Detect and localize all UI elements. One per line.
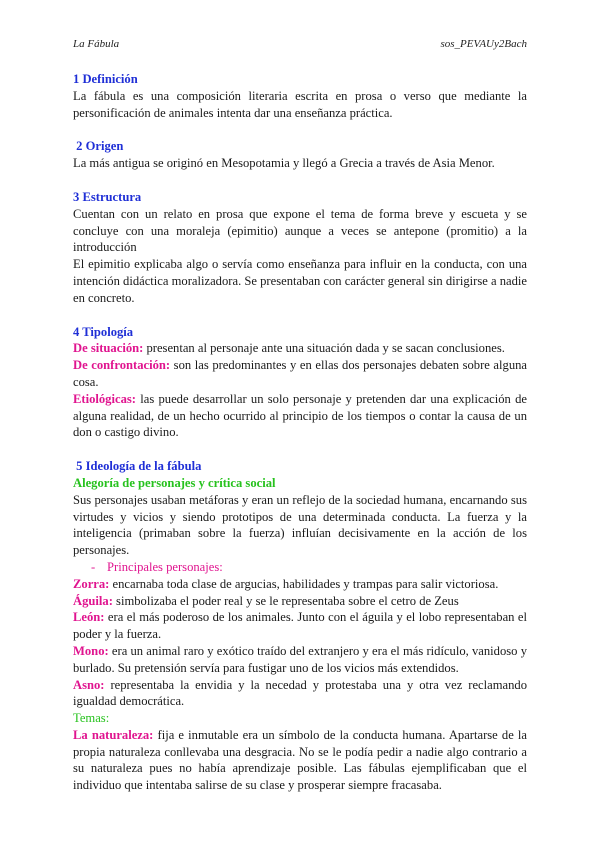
tipologia-situacion-text: presentan al personaje ante una situación dada y se sacan conclusiones. [143,341,505,356]
personaje-aguila [73,593,527,610]
personaje-asno [73,677,527,711]
tipologia-etiologicas [73,391,527,441]
section-origen-text: La más antigua se originó en Mesopotamia y llegó a Grecia a través de Asia Menor. [73,156,495,171]
personaje-asno-label: Asno: [73,677,105,692]
header-code: sos_PEVAUy2Bach [440,38,527,50]
tema-naturaleza-text: fija e inmutable era un símbolo de la conducta humana. Apartarse de la propia naturaleza conllevaba una desgracia. No se le podía pedir a nadie algo contrario a su naturaleza pues no había aprendizaje posible. Las fábulas ejemplificaban que el individuo que intentaba salirse de su clase y prosperar siempre fracasaba. [73,727,528,793]
section-estructura-title: 3 Estructura [73,189,142,204]
page-header [73,38,527,50]
personajes-bullet-label: Principales personajes: [107,559,223,574]
tipologia-situacion [73,340,527,357]
personaje-aguila-label: Águila: [73,593,113,608]
personaje-asno-text: representaba la envidia y la necedad y protestaba una y otra vez reclamando igualdad democrática. [73,677,527,709]
tipologia-etiologicas-label: Etiológicas: [73,391,136,406]
section-estructura-p1: Cuentan con un relato en prosa que expone el tema de forma breve y escueta y se concluye con una moraleja (epimitio) aunque a veces se antepone (promitio) a la introducción [73,206,527,255]
tipologia-etiologicas-text: las puede desarrollar un solo personaje y pretenden dar una explicación de alguna realidad, de un hecho ocurrido al principio de los tiempos o contar la causa de un don o castigo divino. [73,391,527,440]
tipologia-situacion-label: De situación: [73,341,144,356]
header-title: La Fábula [73,38,120,50]
tipologia-confrontacion-label: De confrontación: [73,358,171,373]
tipologia-confrontacion-text: son las predominantes y en ellas dos personajes debaten sobre alguna cosa. [73,358,527,389]
personaje-leon [73,609,527,643]
section-ideologia-title: 5 Ideología de la fábula [73,459,202,474]
ideologia-intro: Sus personajes usaban metáforas y eran un reflejo de la sociedad humana, encarnando sus virtudes y vicios y siendo prototipos de una determinada conducta. La fuerza y la inteligencia (primaban sobre la fuerza) influían decisivamente en la acción de los personajes. [73,492,527,558]
ideologia-subtitle: Alegoría de personajes y crítica social [73,475,276,490]
personaje-zorra-label: Zorra: [73,576,110,591]
personaje-zorra-text: encarnaba toda clase de argucias, habilidades y trampas para salir victoriosa. [109,576,499,591]
personajes-bullet [73,559,527,576]
personaje-mono [73,643,527,677]
tema-naturaleza-label: La naturaleza: [73,727,154,742]
document-body [73,71,527,794]
personaje-mono-text: era un animal raro y exótico traído del extranjero y era el más ridículo, vanidoso y burlado. Su pretensión servía para fustigar uno de los vicios más extendidos. [73,643,527,675]
section-tipologia-title: 4 Tipología [73,324,134,339]
personaje-leon-text: era el más poderoso de los animales. Junto con el águila y el lobo representaban el poder y la fuerza. [73,610,527,642]
section-definicion-text: La fábula es una composición literaria escrita en prosa o verso que mediante la personificación de animales intenta dar una enseñanza práctica. [73,88,527,120]
section-definicion-title: 1 Definición [73,72,138,86]
bullet-dash: - [91,559,96,574]
personaje-aguila-text: simbolizaba el poder real y se le representaba sobre el cetro de Zeus [112,593,459,608]
temas-heading: Temas: [73,711,110,726]
section-estructura-p2: El epimitio explicaba algo o servía como enseñanza para influir en la conducta, con una intención didáctica moralizadora. Se presentaban con carácter general sin dirigirse a nadie en concreto. [73,257,527,305]
personaje-leon-label: León: [73,610,105,625]
tipologia-confrontacion [73,357,527,391]
tema-naturaleza [73,727,527,794]
personaje-zorra [73,576,527,593]
section-origen-title: 2 Origen [73,139,124,154]
personaje-mono-label: Mono: [73,643,109,658]
